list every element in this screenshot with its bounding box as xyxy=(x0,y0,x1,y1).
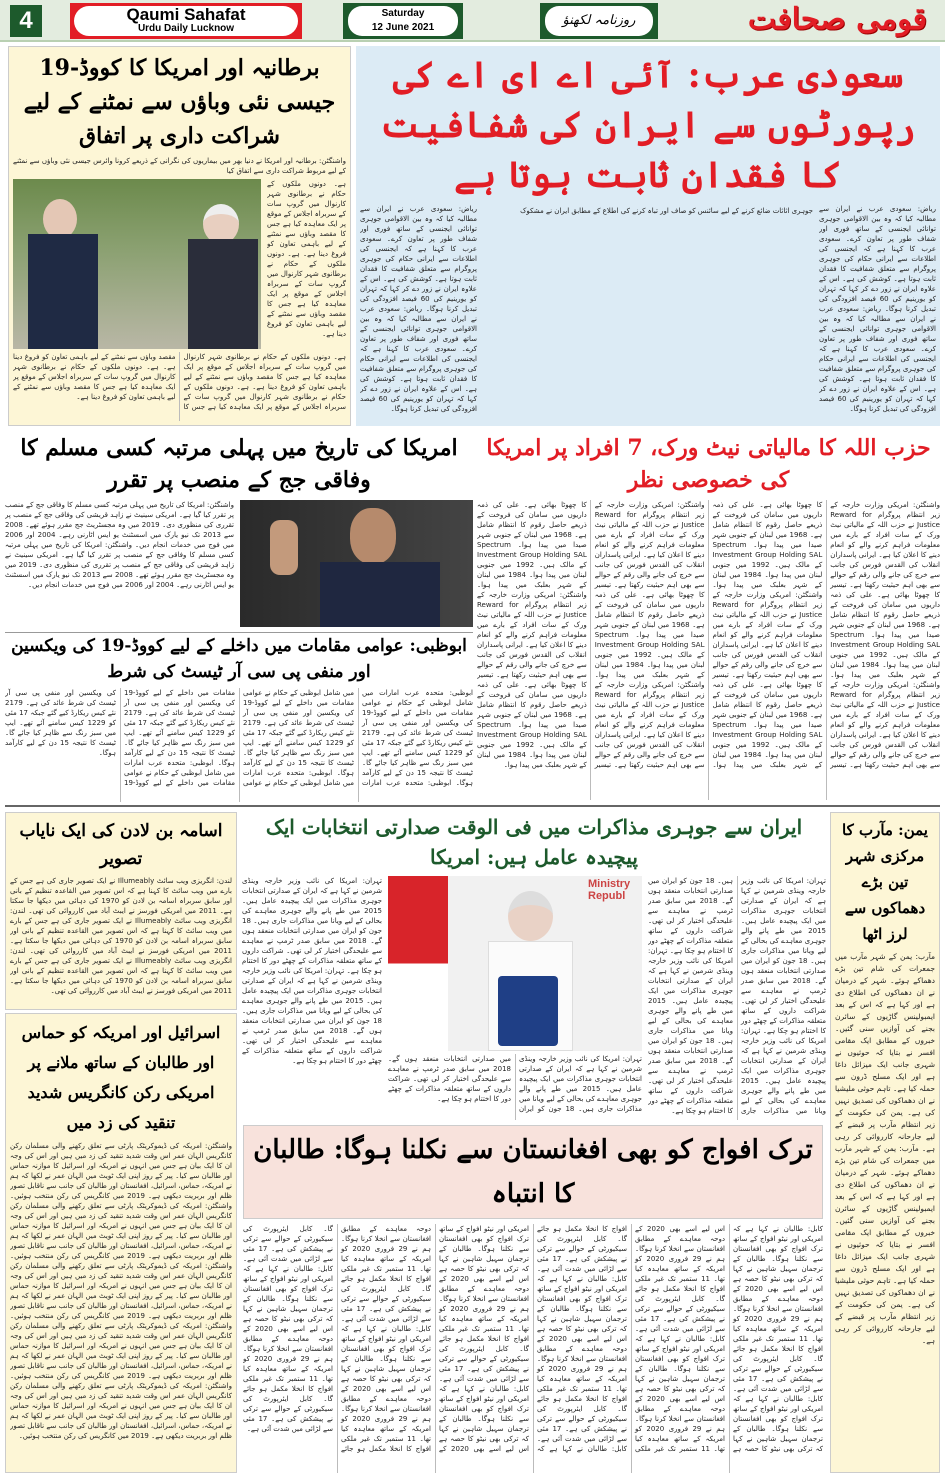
brand-box xyxy=(70,3,302,39)
article-turk xyxy=(243,1125,823,1473)
masthead xyxy=(0,0,945,42)
headline: برطانیہ اور امریکا کا کووڈ-19 جیسی نئی وباؤں سے نمٹنے کے لیے شراکت داری پر اتفاق xyxy=(23,55,336,149)
urdu-logo: قومی صحافت xyxy=(747,2,927,37)
body-under-photo: تہران: امریکا کی نائب وزیر خارجہ وینڈی شرمین نے کہا ہے کہ ایران کے صدارتی انتخابات جوہری مذاکرات میں ایک پیچیدہ عامل ہیں۔ 2015 میں طے پانے والے جوہری معاہدے کی بحالی کے لیے ویانا میں مذاکرات جاری ہیں۔ 18 جون کو ایران میں صدارتی انتخابات منعقد ہوں گے۔ 2018 میں سابق صدر ٹرمپ نے معاہدے سے علیحدگی اختیار کر لی تھی۔ شراکت داروں کے ساتھ متعلقہ مذاکرات کے چھٹے دور کا اختتام ہو چکا ہے۔ xyxy=(388,1055,642,1113)
roznama-box xyxy=(540,3,658,39)
turk-body: کابل: طالبان نے کہا ہے کہ امریکی اور نیٹو افواج کے ساتھ ترک افواج کو بھی افغانستان سے نکلنا ہوگا۔ طالبان کے ترجمان سہیل شاہین نے کہا کہ ترکی بھی نیٹو کا حصہ ہے اس لیے اسے بھی 2020 کے دوحہ معاہدے کے مطابق افغانستان سے انخلا کرنا ہوگا۔ ہم نے 29 فروری 2020 کو امریکہ کے ساتھ معاہدہ کیا تھا۔ 11 ستمبر تک غیر ملکی افواج کا انخلا مکمل ہو جائے گا۔ کابل ایئرپورٹ کی سیکیورٹی کے حوالے سے ترکی نے پیشکش کی ہے۔ 17 مئی سے لڑائی میں شدت آئی ہے۔ کابل: طالبان نے کہا ہے کہ امریکی اور نیٹو افواج کے ساتھ ترک افواج کو بھی افغانستان سے نکلنا ہوگا۔ طالبان کے ترجمان سہیل شاہین نے کہا کہ ترکی بھی نیٹو کا حصہ ہے اس لیے اسے بھی 2020 کے دوحہ معاہدے کے مطابق افغانستان سے انخلا کرنا ہوگا۔ ہم نے 29 فروری 2020 کو امریکہ کے ساتھ معاہدہ کیا تھا۔ 11 ستمبر تک غیر ملکی افواج کا انخلا مکمل ہو جائے گا۔ کابل ایئرپورٹ کی سیکیورٹی کے حوالے سے ترکی نے پیشکش کی ہے۔ 17 مئی سے لڑائی میں شدت آئی ہے۔ کابل: طالبان نے کہا ہے کہ امریکی اور نیٹو افواج کے ساتھ ترک افواج کو بھی افغانستان سے نکلنا ہوگا۔ طالبان کے ترجمان سہیل شاہین نے کہا کہ ترکی بھی نیٹو کا حصہ ہے اس لیے اسے بھی 2020 کے دوحہ معاہدے کے مطابق افغانستان سے انخلا کرنا ہوگا۔ ہم نے 29 فروری 2020 کو امریکہ کے ساتھ معاہدہ کیا تھا۔ 11 ستمبر تک غیر ملکی افواج کا انخلا مکمل ہو جائے گا۔ کابل ایئرپورٹ کی سیکیورٹی کے حوالے سے ترکی نے پیشکش کی ہے۔ 17 مئی سے لڑائی میں شدت آئی ہے۔ کابل: طالبان نے کہا ہے کہ امریکی اور نیٹو افواج کے ساتھ ترک افواج کو بھی افغانستان سے نکلنا ہوگا۔ طالبان کے ترجمان سہیل شاہین نے کہا کہ ترکی بھی نیٹو کا حصہ ہے اس لیے اسے بھی 2020 کے دوحہ معاہدے کے مطابق افغانستان سے انخلا کرنا ہوگا۔ ہم نے 29 فروری 2020 کو امریکہ کے ساتھ معاہدہ کیا تھا۔ 11 ستمبر تک غیر ملکی افواج کا انخلا مکمل ہو جائے گا۔ کابل ایئرپورٹ کی سیکیورٹی کے حوالے سے ترکی نے پیشکش کی ہے۔ 17 مئی سے لڑائی میں شدت آئی ہے۔ کابل: طالبان نے کہا ہے کہ امریکی اور نیٹو افواج کے ساتھ ترک افواج کو بھی افغانستان سے نکلنا ہوگا۔ طالبان کے ترجمان سہیل شاہین نے کہا کہ ترکی بھی نیٹو کا حصہ ہے اس لیے اسے بھی 2020 کے دوحہ معاہدے کے مطابق افغانستان سے انخلا کرنا ہوگا۔ ہم نے 29 فروری 2020 کو امریکہ کے ساتھ معاہدہ کیا تھا۔ 11 ستمبر تک غیر ملکی افواج کا انخلا مکمل ہو جائے گا۔ کابل ایئرپورٹ کی سیکیورٹی کے حوالے سے ترکی نے پیشکش کی ہے۔ 17 مئی سے لڑائی میں شدت آئی ہے۔ کابل: طالبان نے کہا ہے کہ امریکی اور نیٹو افواج کے ساتھ ترک افواج کو بھی افغانستان سے نکلنا ہوگا۔ طالبان کے ترجمان سہیل شاہین نے کہا کہ ترکی بھی نیٹو کا حصہ ہے اس لیے اسے بھی 2020 کے دوحہ معاہدے کے مطابق افغانستان سے انخلا کرنا ہوگا۔ ہم نے 29 فروری 2020 کو امریکہ کے ساتھ معاہدہ کیا تھا۔ 11 ستمبر تک غیر ملکی افواج کا انخلا مکمل ہو جائے گا۔ کابل ایئرپورٹ کی سیکیورٹی کے حوالے سے ترکی نے پیشکش کی ہے۔ 17 مئی سے لڑائی میں شدت آئی ہے۔ کابل: طالبان نے کہا ہے کہ امریکی اور نیٹو افواج کے ساتھ ترک افواج کو بھی افغانستان سے نکلنا ہوگا۔ طالبان کے ترجمان سہیل شاہین نے کہا کہ ترکی بھی نیٹو کا حصہ ہے اس لیے اسے بھی 2020 کے دوحہ معاہدے کے مطابق افغانستان سے انخلا کرنا ہوگا۔ ہم نے 29 فروری 2020 کو امریکہ کے ساتھ معاہدہ کیا تھا۔ 11 ستمبر تک غیر ملکی افواج کا انخلا مکمل ہو جائے گا۔ کابل ایئرپورٹ کی سیکیورٹی کے حوالے سے ترکی نے پیشکش کی ہے۔ 17 مئی سے لڑائی میں شدت آئی ہے۔ کابل: طالبان نے کہا ہے کہ امریکی اور نیٹو افواج کے ساتھ ترک افواج کو بھی افغانستان سے نکلنا ہوگا۔ طالبان کے ترجمان سہیل شاہین نے کہا کہ ترکی بھی نیٹو کا حصہ ہے اس لیے اسے بھی 2020 کے دوحہ معاہدے کے مطابق افغانستان سے انخلا کرنا ہوگا۔ ہم نے 29 فروری 2020 کو امریکہ کے ساتھ معاہدہ کیا تھا۔ 11 ستمبر تک غیر ملکی افواج کا انخلا مکمل ہو جائے گا۔ کابل ایئرپورٹ کی سیکیورٹی کے حوالے سے ترکی نے پیشکش کی ہے۔ 17 مئی سے لڑائی میں شدت آئی ہے۔ xyxy=(243,1225,823,1453)
divider xyxy=(5,805,940,807)
article-yemen xyxy=(830,812,940,1473)
body: واشنگٹن: امریکہ کی ڈیموکریٹک پارٹی سے تعلق رکھنے والی مسلمان رکن کانگریس الہان عمر اس وقت شدید تنقید کی زد میں ہیں اور اس کی وجہ ان کا ایک بیان ہے جس میں انہوں نے امریکہ اور اسرائیل کا موازنہ حماس اور طالبان سے کیا۔ پیر کے روز اپنی ایک ٹویٹ میں الہان عمر نے لکھا کہ ہم نے امریکہ، حماس، اسرائیل، افغانستان اور طالبان کی جانب سے ناقابل تصور ظلم اور بربریت دیکھی ہے۔ 2019 میں کانگریس کی رکن منتخب ہوئیں۔ واشنگٹن: امریکہ کی ڈیموکریٹک پارٹی سے تعلق رکھنے والی مسلمان رکن کانگریس الہان عمر اس وقت شدید تنقید کی زد میں ہیں اور اس کی وجہ ان کا ایک بیان ہے جس میں انہوں نے امریکہ اور اسرائیل کا موازنہ حماس اور طالبان سے کیا۔ پیر کے روز اپنی ایک ٹویٹ میں الہان عمر نے لکھا کہ ہم نے امریکہ، حماس، اسرائیل، افغانستان اور طالبان کی جانب سے ناقابل تصور ظلم اور بربریت دیکھی ہے۔ 2019 میں کانگریس کی رکن منتخب ہوئیں۔ واشنگٹن: امریکہ کی ڈیموکریٹک پارٹی سے تعلق رکھنے والی مسلمان رکن کانگریس الہان عمر اس وقت شدید تنقید کی زد میں ہیں اور اس کی وجہ ان کا ایک بیان ہے جس میں انہوں نے امریکہ اور اسرائیل کا موازنہ حماس اور طالبان سے کیا۔ پیر کے روز اپنی ایک ٹویٹ میں الہان عمر نے لکھا کہ ہم نے امریکہ، حماس، اسرائیل، افغانستان اور طالبان کی جانب سے ناقابل تصور ظلم اور بربریت دیکھی ہے۔ 2019 میں کانگریس کی رکن منتخب ہوئیں۔ واشنگٹن: امریکہ کی ڈیموکریٹک پارٹی سے تعلق رکھنے والی مسلمان رکن کانگریس الہان عمر اس وقت شدید تنقید کی زد میں ہیں اور اس کی وجہ ان کا ایک بیان ہے جس میں انہوں نے امریکہ اور اسرائیل کا موازنہ حماس اور طالبان سے کیا۔ پیر کے روز اپنی ایک ٹویٹ میں الہان عمر نے لکھا کہ ہم نے امریکہ، حماس، اسرائیل، افغانستان اور طالبان کی جانب سے ناقابل تصور ظلم اور بربریت دیکھی ہے۔ 2019 میں کانگریس کی رکن منتخب ہوئیں۔ واشنگٹن: امریکہ کی ڈیموکریٹک پارٹی سے تعلق رکھنے والی مسلمان رکن کانگریس الہان عمر اس وقت شدید تنقید کی زد میں ہیں اور اس کی وجہ ان کا ایک بیان ہے جس میں انہوں نے امریکہ اور اسرائیل کا موازنہ حماس اور طالبان سے کیا۔ پیر کے روز اپنی ایک ٹویٹ میں الہان عمر نے لکھا کہ ہم نے امریکہ، حماس، اسرائیل، افغانستان اور طالبان کی جانب سے ناقابل تصور ظلم اور بربریت دیکھی ہے۔ 2019 میں کانگریس کی رکن منتخب ہوئیں۔ xyxy=(10,1142,232,1440)
photo-biden-johnson xyxy=(13,179,261,349)
body: واشنگٹن: امریکی وزارت خارجہ کے زیر انتظام پروگرام Reward for Justice نے حزب اللہ کے مالیاتی نیٹ ورک کے سات افراد کے بارے میں معلومات فراہم کرنے والے کو انعام دینے کا اعلان کیا ہے۔ ایرانی پاسداران انقلاب کی القدس فورس کی جانب سے خرچ کی جانے والی رقم کے حوالے سے بھی اہم حیثیت رکھتا ہے۔ تیسیر کا چھوٹا بھائی ہے۔ علی کی ذمہ داریوں میں سامان کی فروخت کے ذریعے حاصل رقوم کا انتظام شامل ہے۔ 1968 میں لبنان کے جنوبی شہر صیدا میں پیدا ہوا۔ Spectrum Investment Group Holding SAL کے مالک ہیں۔ 1992 میں جنوبی لبنان میں پیدا ہوا۔ 1984 میں لبنان کے شہر بعلبک میں پیدا ہوا۔ واشنگٹن: امریکی وزارت خارجہ کے زیر انتظام پروگرام Reward for Justice نے حزب اللہ کے مالیاتی نیٹ ورک کے سات افراد کے بارے میں معلومات فراہم کرنے والے کو انعام دینے کا اعلان کیا ہے۔ ایرانی پاسداران انقلاب کی القدس فورس کی جانب سے خرچ کی جانے والی رقم کے حوالے سے بھی اہم حیثیت رکھتا ہے۔ تیسیر کا چھوٹا بھائی ہے۔ علی کی ذمہ داریوں میں سامان کی فروخت کے ذریعے حاصل رقوم کا انتظام شامل ہے۔ 1968 میں لبنان کے جنوبی شہر صیدا میں پیدا ہوا۔ Spectrum Investment Group Holding SAL کے مالک ہیں۔ 1992 میں جنوبی لبنان میں پیدا ہوا۔ 1984 میں لبنان کے شہر بعلبک میں پیدا ہوا۔ واشنگٹن: امریکی وزارت خارجہ کے زیر انتظام پروگرام Reward for Justice نے حزب اللہ کے مالیاتی نیٹ ورک کے سات افراد کے بارے میں معلومات فراہم کرنے والے کو انعام دینے کا اعلان کیا ہے۔ ایرانی پاسداران انقلاب کی القدس فورس کی جانب سے خرچ کی جانے والی رقم کے حوالے سے بھی اہم حیثیت رکھتا ہے۔ تیسیر کا چھوٹا بھائی ہے۔ علی کی ذمہ داریوں میں سامان کی فروخت کے ذریعے حاصل رقوم کا انتظام شامل ہے۔ 1968 میں لبنان کے جنوبی شہر صیدا میں پیدا ہوا۔ Spectrum Investment Group Holding SAL کے مالک ہیں۔ 1992 میں جنوبی لبنان میں پیدا ہوا۔ 1984 میں لبنان کے شہر بعلبک میں پیدا ہوا۔ واشنگٹن: امریکی وزارت خارجہ کے زیر انتظام پروگرام Reward for Justice نے حزب اللہ کے مالیاتی نیٹ ورک کے سات افراد کے بارے میں معلومات فراہم کرنے والے کو انعام دینے کا اعلان کیا ہے۔ ایرانی پاسداران انقلاب کی القدس فورس کی جانب سے خرچ کی جانے والی رقم کے حوالے سے بھی اہم حیثیت رکھتا ہے۔ تیسیر کا چھوٹا بھائی ہے۔ علی کی ذمہ داریوں میں سامان کی فروخت کے ذریعے حاصل رقوم کا انتظام شامل ہے۔ 1968 میں لبنان کے جنوبی شہر صیدا میں پیدا ہوا۔ Spectrum Investment Group Holding SAL کے مالک ہیں۔ 1992 میں جنوبی لبنان میں پیدا ہوا۔ 1984 میں لبنان کے شہر بعلبک میں پیدا ہوا۔ واشنگٹن: امریکی وزارت خارجہ کے زیر انتظام پروگرام Reward for Justice نے حزب اللہ کے مالیاتی نیٹ ورک کے سات افراد کے بارے میں معلومات فراہم کرنے والے کو انعام دینے کا اعلان کیا ہے۔ ایرانی پاسداران انقلاب کی القدس فورس کی جانب سے خرچ کی جانے والی رقم کے حوالے سے بھی اہم حیثیت رکھتا ہے۔ تیسیر کا چھوٹا بھائی ہے۔ علی کی ذمہ داریوں میں سامان کی فروخت کے ذریعے حاصل رقوم کا انتظام شامل ہے۔ 1968 میں لبنان کے جنوبی شہر صیدا میں پیدا ہوا۔ Spectrum Investment Group Holding SAL کے مالک ہیں۔ 1992 میں جنوبی لبنان میں پیدا ہوا۔ 1984 میں لبنان کے شہر بعلبک میں پیدا ہوا۔ واشنگٹن: امریکی وزارت خارجہ کے زیر انتظام پروگرام Reward for Justice نے حزب اللہ کے مالیاتی نیٹ ورک کے سات افراد کے بارے میں معلومات فراہم کرنے والے کو انعام دینے کا اعلان کیا ہے۔ ایرانی پاسداران انقلاب کی القدس فورس کی جانب سے خرچ کی جانے والی رقم کے حوالے سے بھی اہم حیثیت رکھتا ہے۔ تیسیر کا چھوٹا بھائی ہے۔ علی کی ذمہ داریوں میں سامان کی فروخت کے ذریعے حاصل رقوم کا انتظام شامل ہے۔ 1968 میں لبنان کے جنوبی شہر صیدا میں پیدا ہوا۔ Spectrum Investment Group Holding SAL کے مالک ہیں۔ 1992 میں جنوبی لبنان میں پیدا ہوا۔ 1984 میں لبنان کے شہر بعلبک میں پیدا ہوا۔ xyxy=(477,501,940,769)
body-left: تہران: امریکا کی نائب وزیر خارجہ وینڈی شرمین نے کہا ہے کہ ایران کے صدارتی انتخابات جوہری مذاکرات میں ایک پیچیدہ عامل ہیں۔ 2015 میں طے پانے والے جوہری معاہدے کی بحالی کے لیے ویانا میں مذاکرات جاری ہیں۔ 18 جون کو ایران میں صدارتی انتخابات منعقد ہوں گے۔ 2018 میں سابق صدر ٹرمپ نے معاہدے سے علیحدگی اختیار کر لی تھی۔ شراکت داروں کے ساتھ متعلقہ مذاکرات کے چھٹے دور کا اختتام ہو چکا ہے۔ تہران: امریکا کی نائب وزیر خارجہ وینڈی شرمین نے کہا ہے کہ ایران کے صدارتی انتخابات جوہری مذاکرات میں ایک پیچیدہ عامل ہیں۔ 2015 میں طے پانے والے جوہری معاہدے کی بحالی کے لیے ویانا میں مذاکرات جاری ہیں۔ 18 جون کو ایران میں صدارتی انتخابات منعقد ہوں گے۔ 2018 میں سابق صدر ٹرمپ نے معاہدے سے علیحدگی اختیار کر لی تھی۔ شراکت داروں کے ساتھ متعلقہ مذاکرات کے چھٹے دور کا اختتام ہو چکا ہے۔ xyxy=(242,877,382,1065)
article-israel xyxy=(5,1013,237,1473)
roznama-text: روزنامہ لکھنؤ xyxy=(545,6,653,36)
photo-block xyxy=(388,876,642,1120)
article-osama xyxy=(5,812,237,1010)
photo-caption: جوہری اثاثات ضائع کرنے کے لیے سائنس کو صاف اور تباہ کرنے کی اطلاع کے مطابق ایران نے مشکوک xyxy=(520,207,813,215)
headline: اسرائیل اور امریکہ کو حماس اور طالبان کے ساتھ ملانے پر امریکی رکن کانگریس شدید تنقید کی زد میں xyxy=(21,1023,221,1132)
body-bottom: ہے۔ دونوں ملکوں کے حکام نے برطانوی شہر کارنوال میں گروپ سات کے سربراہ اجلاس کے موقع پر ایک معاہدہ کیا ہے جس کا مقصد وباؤں سے نمٹنے کے لیے باہمی تعاون کو فروغ دینا ہے۔ ہے۔ دونوں ملکوں کے حکام نے برطانوی شہر کارنوال میں گروپ سات کے سربراہ اجلاس کے موقع پر ایک معاہدہ کیا ہے جس کا مقصد وباؤں سے نمٹنے کے لیے باہمی تعاون کو فروغ دینا ہے۔ ہے۔ دونوں ملکوں کے حکام نے برطانوی شہر کارنوال میں گروپ سات کے سربراہ اجلاس کے موقع پر ایک معاہدہ کیا ہے جس کا مقصد وباؤں سے نمٹنے کے لیے باہمی تعاون کو فروغ دینا ہے۔ xyxy=(13,353,346,411)
body: مآرب: یمن کے شہر مآرب میں جمعرات کی شام تین بڑے دھماکے ہوئے۔ شہر کے درمیان نے ان دھماکوں کی اطلاع دی ہے اور کہا ہے کہ اس کے بعد ایمبولینس گاڑیوں کے سائرن بجنے کی آوازیں سنی گئیں۔ خبروں کے مطابق ایک مقامی افسر نے بتایا کہ حوثیوں نے شہری جانب ایک میزائل داغا ہے اور ایک مسلح ڈرون سے حملہ کیا ہے۔ تاہم حوثی ملیشیا نے ان دھماکوں کی تصدیق نہیں کی ہے۔ یمن کی حکومت کے زیر انتظام مآرب پر قبضے کے لیے جارحانہ کارروائی کر رہی ہے۔ مآرب: یمن کے شہر مآرب میں جمعرات کی شام تین بڑے دھماکے ہوئے۔ شہر کے درمیان نے ان دھماکوں کی اطلاع دی ہے اور کہا ہے کہ اس کے بعد ایمبولینس گاڑیوں کے سائرن بجنے کی آوازیں سنی گئیں۔ خبروں کے مطابق ایک مقامی افسر نے بتایا کہ حوثیوں نے شہری جانب ایک میزائل داغا ہے اور ایک مسلح ڈرون سے حملہ کیا ہے۔ تاہم حوثی ملیشیا نے ان دھماکوں کی تصدیق نہیں کی ہے۔ یمن کی حکومت کے زیر انتظام مآرب پر قبضے کے لیے جارحانہ کارروائی کر رہی ہے۔ xyxy=(835,952,935,1345)
paper-subtitle: Urdu Daily Lucknow xyxy=(137,23,235,34)
body-photo-row xyxy=(360,204,936,422)
date-box xyxy=(343,3,463,39)
page-number: 4 xyxy=(10,5,42,37)
body-right: ریاض: سعودی عرب نے ایران سے مطالبہ کیا کہ وہ بین الاقوامی جوہری توانائی ایجنسی کے ساتھ فوری اور شفاف طور پر تعاون کرے۔ سعودی عرب کا کہنا ہے کہ ایجنسی کی اطلاعات سے ایرانی حکام کی جوہری پروگرام سے متعلق شفافیت کا فقدان ثابت ہوتا ہے۔ کوشش کی ہے۔ اس کے علاوہ ایران نے زور دے کر کہا کہ تہران کو یورینیم کی 60 فیصد افزودگی کی تبدیل کرنا ہوگا۔ ریاض: سعودی عرب نے ایران سے مطالبہ کیا کہ وہ بین الاقوامی جوہری توانائی ایجنسی کے ساتھ فوری اور شفاف طور پر تعاون کرے۔ سعودی عرب کا کہنا ہے کہ ایجنسی کی اطلاعات سے ایرانی حکام کی جوہری پروگرام سے متعلق شفافیت کا فقدان ثابت ہوتا ہے۔ کوشش کی ہے۔ اس کے علاوہ ایران نے زور دے کر کہا کہ تہران کو یورینیم کی 60 فیصد افزودگی کی تبدیل کرنا ہوگا۔ xyxy=(819,205,936,413)
body-side: ہے۔ دونوں ملکوں کے حکام نے برطانوی شہر کارنوال میں گروپ سات کے سربراہ اجلاس کے موقع پر ایک معاہدہ کیا ہے جس کا مقصد وباؤں سے نمٹنے کے لیے باہمی تعاون کو فروغ دینا ہے۔ ہے۔ دونوں ملکوں کے حکام نے برطانوی شہر کارنوال میں گروپ سات کے سربراہ اجلاس کے موقع پر ایک معاہدہ کیا ہے جس کا مقصد وباؤں سے نمٹنے کے لیے باہمی تعاون کو فروغ دینا ہے۔ xyxy=(267,180,346,338)
headline: حزب اللہ کا مالیاتی نیٹ ورک، 7 افراد پر امریکا کی خصوصی نظر xyxy=(486,435,931,493)
body-left: ریاض: سعودی عرب نے ایران سے مطالبہ کیا کہ وہ بین الاقوامی جوہری توانائی ایجنسی کے ساتھ فوری اور شفاف طور پر تعاون کرے۔ سعودی عرب کا کہنا ہے کہ ایجنسی کی اطلاعات سے ایرانی حکام کی جوہری پروگرام سے متعلق شفافیت کا فقدان ثابت ہوتا ہے۔ کوشش کی ہے۔ اس کے علاوہ ایران نے زور دے کر کہا کہ تہران کو یورینیم کی 60 فیصد افزودگی کی تبدیل کرنا ہوگا۔ ریاض: سعودی عرب نے ایران سے مطالبہ کیا کہ وہ بین الاقوامی جوہری توانائی ایجنسی کے ساتھ فوری اور شفاف طور پر تعاون کرے۔ سعودی عرب کا کہنا ہے کہ ایجنسی کی اطلاعات سے ایرانی حکام کی جوہری پروگرام سے متعلق شفافیت کا فقدان ثابت ہوتا ہے۔ کوشش کی ہے۔ اس کے علاوہ ایران نے زور دے کر کہا کہ تہران کو یورینیم کی 60 فیصد افزودگی کی تبدیل کرنا ہوگا۔ xyxy=(360,205,477,413)
day: Saturday xyxy=(381,8,425,19)
article-uk-us xyxy=(8,46,351,426)
article-saudi-iaea xyxy=(356,46,940,426)
photo-judge xyxy=(240,500,473,627)
body-right: تہران: امریکا کی نائب وزیر خارجہ وینڈی شرمین نے کہا ہے کہ ایران کے صدارتی انتخابات جوہری مذاکرات میں ایک پیچیدہ عامل ہیں۔ 2015 میں طے پانے والے جوہری معاہدے کی بحالی کے لیے ویانا میں مذاکرات جاری ہیں۔ 18 جون کو ایران میں صدارتی انتخابات منعقد ہوں گے۔ 2018 میں سابق صدر ٹرمپ نے معاہدے سے علیحدگی اختیار کر لی تھی۔ شراکت داروں کے ساتھ متعلقہ مذاکرات کے چھٹے دور کا اختتام ہو چکا ہے۔ تہران: امریکا کی نائب وزیر خارجہ وینڈی شرمین نے کہا ہے کہ ایران کے صدارتی انتخابات جوہری مذاکرات میں ایک پیچیدہ عامل ہیں۔ 2015 میں طے پانے والے جوہری معاہدے کی بحالی کے لیے ویانا میں مذاکرات جاری ہیں۔ 18 جون کو ایران میں صدارتی انتخابات منعقد ہوں گے۔ 2018 میں سابق صدر ٹرمپ نے معاہدے سے علیحدگی اختیار کر لی تھی۔ شراکت داروں کے ساتھ متعلقہ مذاکرات کے چھٹے دور کا اختتام ہو چکا ہے۔ تہران: امریکا کی نائب وزیر خارجہ وینڈی شرمین نے کہا ہے کہ ایران کے صدارتی انتخابات جوہری مذاکرات میں ایک پیچیدہ عامل ہیں۔ 2015 میں طے پانے والے جوہری معاہدے کی بحالی کے لیے ویانا میں مذاکرات جاری ہیں۔ 18 جون کو ایران میں صدارتی انتخابات منعقد ہوں گے۔ 2018 میں سابق صدر ٹرمپ نے معاہدے سے علیحدگی اختیار کر لی تھی۔ شراکت داروں کے ساتھ متعلقہ مذاکرات کے چھٹے دور کا اختتام ہو چکا ہے۔ xyxy=(648,877,826,1115)
lead: واشنگٹن: برطانیہ اور امریکا نے دنیا بھر میں بیماریوں کی نگرانی کے ذریعے کرونا وائرس جیسی نئی وباؤں سے نمٹنے کے لیے مربوط شراکت داری سے اتفاق کیا xyxy=(13,157,346,175)
body: واشنگٹن: امریکا کی تاریخ میں پہلی مرتبہ کسی مسلم کا وفاقی جج کے منصب پر تقرر کیا گیا ہے۔ امریکی سینیٹ نے زاہد قریشی کی وفاقی جج کے منصب پر تقرری کی منظوری دی۔ 2019 میں وہ مجسٹریٹ جج مقرر ہوئے تھے۔ 2008 سے 2013 تک نیو یارک میں اسسٹنٹ یو ایس اٹارنی رہے۔ 2004 اور 2006 میں فوج میں خدمات انجام دیں۔ واشنگٹن: امریکا کی تاریخ میں پہلی مرتبہ کسی مسلم کا وفاقی جج کے منصب پر تقرر کیا گیا ہے۔ امریکی سینیٹ نے زاہد قریشی کی وفاقی جج کے منصب پر تقرری کی منظوری دی۔ 2019 میں وہ مجسٹریٹ جج مقرر ہوئے تھے۔ 2008 سے 2013 تک نیو یارک میں اسسٹنٹ یو ایس اٹارنی رہے۔ 2004 اور 2006 میں فوج میں خدمات انجام دیں۔ xyxy=(5,501,234,589)
photo-backdrop-text: Ministry Republ xyxy=(588,878,631,902)
headline: ترک افواج کو بھی افغانستان سے نکلنا ہوگا: طالبان کا انتباہ xyxy=(243,1125,823,1219)
article-us-judge xyxy=(5,432,473,627)
article-hezbollah xyxy=(477,432,940,800)
headline: یمن: مآرب کا مرکزی شہر تین بڑے دھماکوں سے لرز اٹھا xyxy=(842,821,928,943)
photo-iran-talks xyxy=(388,876,642,1051)
headline: ابوظبی: عوامی مقامات میں داخلے کے لیے کووڈ-19 کی ویکسین اور منفی پی سی آر ٹیسٹ کی شرط xyxy=(11,636,467,682)
body: لندن: انگریزی ویب سائٹ Illumeably نے ایک تصویر جاری کی ہے جس کے بارے میں ویب سائٹ کا کہنا ہے کہ اس تصویر میں القاعدہ تنظیم کے بانی اور سابق سربراہ اسامہ بن لادن کو 1970 کی دہائی میں دیکھا جا سکتا ہے۔ 2011 میں امریکی فورسز نے ایبٹ آباد میں کارروائی کی تھی۔ لندن: انگریزی ویب سائٹ Illumeably نے ایک تصویر جاری کی ہے جس کے بارے میں ویب سائٹ کا کہنا ہے کہ اس تصویر میں القاعدہ تنظیم کے بانی اور سابق سربراہ اسامہ بن لادن کو 1970 کی دہائی میں دیکھا جا سکتا ہے۔ 2011 میں امریکی فورسز نے ایبٹ آباد میں کارروائی کی تھی۔ لندن: انگریزی ویب سائٹ Illumeably نے ایک تصویر جاری کی ہے جس کے بارے میں ویب سائٹ کا کہنا ہے کہ اس تصویر میں القاعدہ تنظیم کے بانی اور سابق سربراہ اسامہ بن لادن کو 1970 کی دہائی میں دیکھا جا سکتا ہے۔ 2011 میں امریکی فورسز نے ایبٹ آباد میں کارروائی کی تھی۔ xyxy=(10,877,232,995)
headline: امریکا کی تاریخ میں پہلی مرتبہ کسی مسلم کا وفاقی جج کے منصب پر تقرر xyxy=(20,435,458,493)
headline: ایران سے جوہری مذاکرات میں فی الوقت صدارتی انتخابات ایک پیچیدہ عامل ہیں: امریکا xyxy=(265,815,803,869)
date: 12 June 2021 xyxy=(371,22,435,33)
photo-row xyxy=(13,179,346,349)
photo-block xyxy=(483,204,813,422)
article-abu-dhabi xyxy=(5,632,473,802)
paper-title: Qaumi Sahafat xyxy=(126,5,246,24)
body-photo-row xyxy=(5,500,473,627)
body-photo-row xyxy=(242,876,826,1120)
headline: اسامہ بن لادن کی ایک نایاب تصویر xyxy=(19,821,223,869)
headline: سعودی عرب: آئی اے ای اے کی رپورٹوں سے ایران کی شفافیت کا فقدان ثابت ہوتا ہے xyxy=(380,54,916,196)
article-iran-talks xyxy=(242,812,826,1120)
body: ابوظبی: متحدہ عرب امارات میں شامل ابوظبی کے حکام نے عوامی مقامات میں داخلے کے لیے کووڈ-19 کی ویکسین اور منفی پی سی آر ٹیسٹ کی شرط عائد کی ہے۔ 2179 نئے کیس ریکارڈ کیے گئے جبکہ 17 مئی کو 1229 کیس سامنے آئے تھے۔ ایپ میں سبز رنگ سے ظاہر کیا جائے گا۔ ٹیسٹ کا نتیجہ 15 دن کے لیے کارآمد ہوگا۔ ابوظبی: متحدہ عرب امارات میں شامل ابوظبی کے حکام نے عوامی مقامات میں داخلے کے لیے کووڈ-19 کی ویکسین اور منفی پی سی آر ٹیسٹ کی شرط عائد کی ہے۔ 2179 نئے کیس ریکارڈ کیے گئے جبکہ 17 مئی کو 1229 کیس سامنے آئے تھے۔ ایپ میں سبز رنگ سے ظاہر کیا جائے گا۔ ٹیسٹ کا نتیجہ 15 دن کے لیے کارآمد ہوگا۔ ابوظبی: متحدہ عرب امارات میں شامل ابوظبی کے حکام نے عوامی مقامات میں داخلے کے لیے کووڈ-19 کی ویکسین اور منفی پی سی آر ٹیسٹ کی شرط عائد کی ہے۔ 2179 نئے کیس ریکارڈ کیے گئے جبکہ 17 مئی کو 1229 کیس سامنے آئے تھے۔ ایپ میں سبز رنگ سے ظاہر کیا جائے گا۔ ٹیسٹ کا نتیجہ 15 دن کے لیے کارآمد ہوگا۔ ابوظبی: متحدہ عرب امارات میں شامل ابوظبی کے حکام نے عوامی مقامات میں داخلے کے لیے کووڈ-19 کی ویکسین اور منفی پی سی آر ٹیسٹ کی شرط عائد کی ہے۔ 2179 نئے کیس ریکارڈ کیے گئے جبکہ 17 مئی کو 1229 کیس سامنے آئے تھے۔ ایپ میں سبز رنگ سے ظاہر کیا جائے گا۔ ٹیسٹ کا نتیجہ 15 دن کے لیے کارآمد ہوگا۔ xyxy=(5,689,473,787)
